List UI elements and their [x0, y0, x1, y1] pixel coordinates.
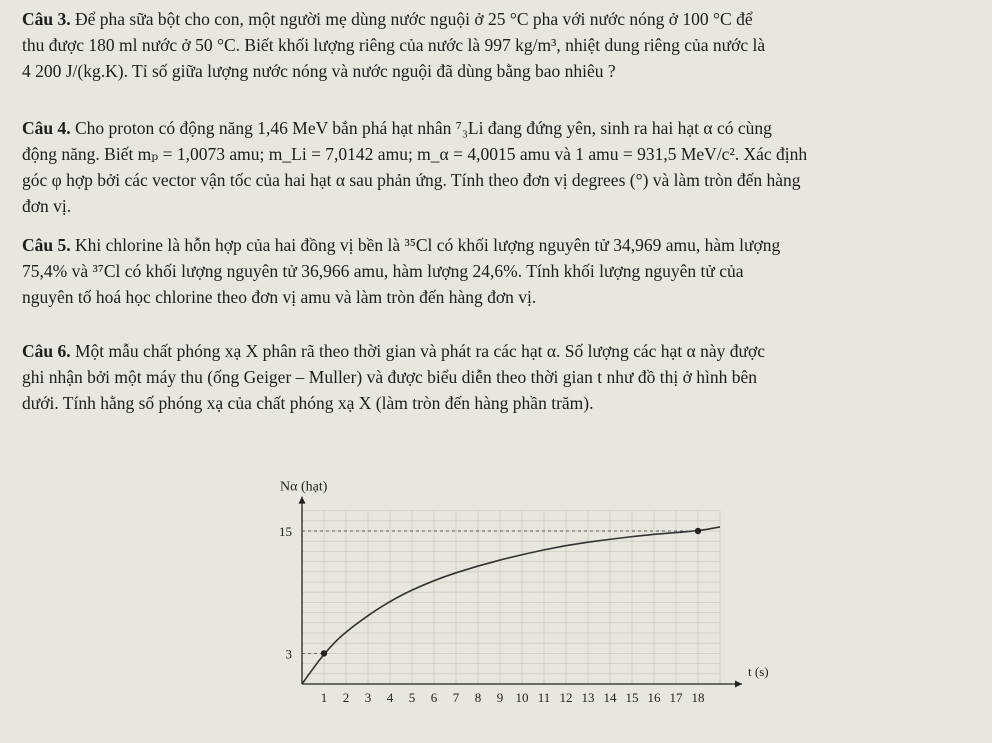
- question-5-line-3: nguyên tố hoá học chlorine theo đơn vị amu và làm tròn đến hàng đơn vị.: [22, 287, 537, 307]
- question-5-line-2: 75,4% và ³⁷Cl có khối lượng nguyên tử 36,966 amu, hàm lượng 24,6%. Tính khối lượng nguyên tử của: [22, 261, 744, 281]
- x-tick-label: 18: [691, 690, 705, 705]
- x-tick-label: 14: [603, 690, 617, 705]
- y-axis-arrow: [299, 497, 306, 504]
- question-6-line-1: [22, 338, 972, 364]
- y-axis-label: Nα (hạt): [280, 479, 328, 495]
- x-tick-label: 5: [408, 690, 416, 705]
- x-tick-label: 16: [647, 690, 661, 705]
- data-point: [321, 650, 327, 656]
- chart-grid: [302, 511, 720, 684]
- x-axis-label: t (s): [748, 664, 769, 679]
- question-4-line-1: [22, 115, 972, 141]
- y-tick-label: 3: [285, 646, 292, 662]
- x-tick-label: 13: [581, 690, 595, 705]
- question-6-line-3: dưới. Tính hằng số phóng xạ của chất phóng xạ X (làm tròn đến hàng phần trăm).: [22, 393, 594, 413]
- decay-chart: [250, 468, 770, 738]
- question-4-line-4: đơn vị.: [22, 196, 72, 216]
- question-6: [22, 338, 972, 416]
- question-4-label: Câu 4.: [22, 118, 71, 138]
- x-tick-label: 3: [364, 690, 372, 705]
- x-axis-arrow: [735, 681, 742, 688]
- x-tick-label: 4: [386, 690, 394, 705]
- question-3: [22, 6, 972, 84]
- question-6-line-2: ghi nhận bởi một máy thu (ống Geiger – Muller) và được biểu diễn theo thời gian t như đồ thị ở hình bên: [22, 367, 757, 387]
- question-5-text-1: Khi chlorine là hỗn hợp của hai đồng vị bền là ³⁵Cl có khối lượng nguyên tử 34,969 amu, hàm lượng: [75, 235, 781, 255]
- question-4-line-2: động năng. Biết mₚ = 1,0073 amu; m_Li = 7,0142 amu; m_α = 4,0015 amu và 1 amu = 931,5 MeV/c². Xác định: [22, 144, 808, 164]
- question-6-label: Câu 6.: [22, 341, 71, 361]
- x-tick-label: 17: [669, 690, 683, 705]
- question-4-text-1: Cho proton có động năng 1,46 MeV bắn phá hạt nhân ⁷₃Li đang đứng yên, sinh ra hai hạt α có cùng: [75, 118, 772, 138]
- question-3-line-2: thu được 180 ml nước ở 50 °C. Biết khối lượng riêng của nước là 997 kg/m³, nhiệt dung riêng của nước là: [22, 35, 766, 55]
- x-tick-label: 6: [430, 690, 438, 705]
- decay-chart-svg: [250, 468, 770, 738]
- question-3-text-1: Để pha sữa bột cho con, một người mẹ dùng nước nguội ở 25 °C pha với nước nóng ở 100 °C để: [75, 9, 753, 29]
- question-5-line-1: [22, 232, 972, 258]
- question-4-line-3: góc φ hợp bởi các vector vận tốc của hai hạt α sau phản ứng. Tính theo đơn vị degrees (°) và làm tròn đến hàng: [22, 170, 801, 190]
- x-tick-label: 10: [515, 690, 529, 705]
- question-3-label: Câu 3.: [22, 9, 71, 29]
- x-tick-label: 9: [496, 690, 504, 705]
- question-4: [22, 115, 972, 219]
- decay-curve: [302, 527, 720, 684]
- question-6-text-1: Một mẫu chất phóng xạ X phân rã theo thời gian và phát ra các hạt α. Số lượng các hạt α này được: [75, 341, 766, 361]
- question-3-line-3: 4 200 J/(kg.K). Tỉ số giữa lượng nước nóng và nước nguội đã dùng bằng bao nhiêu ?: [22, 61, 616, 81]
- x-tick-label: 7: [452, 690, 460, 705]
- question-3-line-1: [22, 6, 972, 32]
- x-tick-label: 15: [625, 690, 639, 705]
- question-5-label: Câu 5.: [22, 235, 71, 255]
- x-tick-label: 12: [559, 690, 573, 705]
- y-tick-label: 15: [279, 524, 292, 539]
- x-tick-label: 8: [474, 690, 482, 705]
- question-5: [22, 232, 972, 310]
- x-tick-label: 11: [537, 690, 551, 705]
- x-tick-label: 1: [320, 690, 328, 705]
- x-tick-label: 2: [342, 690, 350, 705]
- data-point: [695, 528, 701, 534]
